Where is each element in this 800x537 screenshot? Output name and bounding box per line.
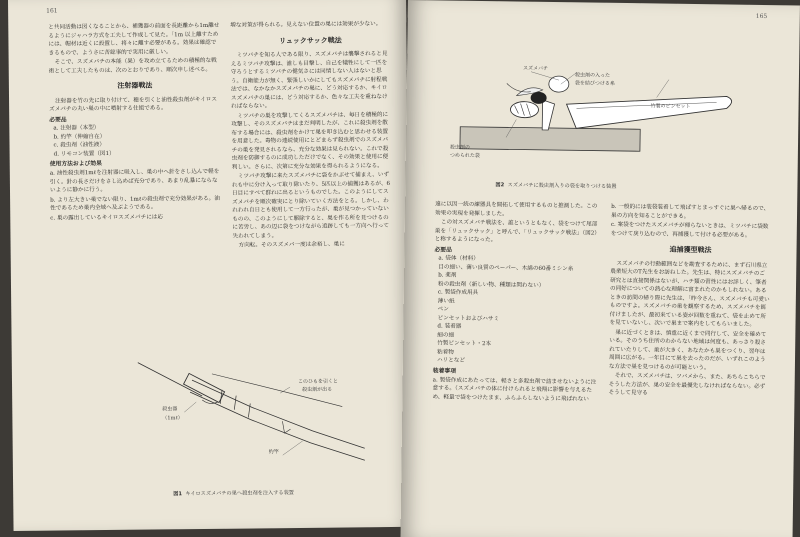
label-pull-string-2: 殺虫剤が出る bbox=[302, 386, 333, 393]
list-item: 竹製ピンセット・2本 bbox=[437, 340, 492, 348]
list-item: a. 油性殺虫剤1mℓを注射器に吸入し、巣の中へ針をさし込んで軽を引く。針の長さだけをさし込めば充分であり、あまり乱暴にならないように静かに行う。 bbox=[49, 169, 220, 194]
section-heading-rucksack: リュックサック戦法 bbox=[279, 36, 342, 45]
label-pull-string: このひもを引くと bbox=[297, 378, 339, 385]
list-item: 目の細い、薄い良質のペーパー、木綿の60番ミシン糸 bbox=[438, 264, 574, 273]
paragraph: スズメバチの行動範囲などを勘査するために、まず石川県立農業短大のT先生をお訪ねした。先生は、特にスズメバチのご研究とは直接関係はないが、ハチ類の習性にはお詳しく、筆者の同好についての熱心な理解に富まれたのかもしれない。あるときの訪問の帰り際に先生は、「昨今さん、スズメバチも可愛いものですよ。スズメバチの巣を観察するため、スズメバチを餌付けましたが、最初来ている姿が回数を重ねて、袋を止めて所を見ていないし、次いで巣まで案内をしてもらいました。 bbox=[609, 260, 770, 329]
procedure-heading: 装着事項 bbox=[432, 368, 457, 375]
figure-1-caption bbox=[173, 489, 294, 497]
caption-text: スズメバチに殺虫剤入りの袋を取りつける装置 bbox=[507, 182, 617, 190]
left-column-2 bbox=[230, 20, 392, 251]
materials-heading: 必要品 bbox=[434, 246, 452, 254]
list-item: ピンセットおよびハサミ bbox=[437, 315, 500, 323]
label-tweezers: 竹製のピンセット bbox=[650, 103, 691, 110]
method-heading: 使用方法および効果 bbox=[49, 161, 102, 168]
figure-number: 図1 bbox=[173, 491, 183, 498]
paragraph: それで、スズメバチは、ツバメから、また、あちらこちらでそうした方法が、巣の安全を最優先しなければならない。必ずそうして見守る bbox=[608, 373, 766, 397]
paragraph: 巣に近づくときは、慎重に近くまで同行して、安全を確めている。そのうち住所のわからない地域は何度も、あっさり殺されていたりして、巣が大きく、あなたかも巣をつくり、翌年は周囲に広がる。一年目にて巣を去ったのだが、いずれこのような方法で巣を見つけるのが可能という。 bbox=[608, 329, 767, 371]
left-page bbox=[8, 0, 412, 531]
left-column-1 bbox=[48, 22, 222, 224]
section-heading-pursuit: 追捕獲型戦法 bbox=[669, 245, 712, 255]
list-item: 粉の殺虫剤（新しい物、種類は問わない） bbox=[437, 281, 545, 289]
list-item: b. 約竿（伸縮自在） bbox=[53, 133, 106, 141]
right-column-2 bbox=[608, 203, 771, 401]
list-item: ハリとなど bbox=[436, 357, 465, 365]
label-syringe: 殺虫器 bbox=[162, 406, 178, 413]
list-item: a. 製袋作成にあたっては、軽さと多殺虫剤で詰ませないように注意する。（スズメバチの体に付けられると飛翔に影響を与えるため、軽量で袋をつけたまま、ふらふらしないように飛ばれない bbox=[432, 376, 597, 403]
right-column-1 bbox=[432, 200, 601, 404]
list-item: 薄い紙 bbox=[437, 298, 455, 305]
label-bag: 殺虫剤の入った bbox=[574, 72, 611, 79]
paragraph: 増な対策が得られる。見えない位置の巣には効果が少ない。 bbox=[230, 21, 382, 29]
label-syringe-size: （1mℓ） bbox=[162, 415, 183, 422]
list-item: d. リモコン装置（図1） bbox=[53, 150, 115, 158]
figure-syringe-device bbox=[132, 358, 373, 487]
list-item: ペン bbox=[437, 306, 449, 313]
paragraph: この対スズメバチ戦法を、誰というともなく、袋をつけて尾部巣を「リュックサック」と呼んで、「リュックサック戦法」（図2）と称するようになった。 bbox=[434, 219, 600, 244]
label-wasp: スズメバチ bbox=[523, 65, 549, 72]
list-item: b. 一般的には装袋装着して飛ばすとまっすぐに巣へ帰るので、巣の方向を知ることができる。 bbox=[610, 203, 770, 220]
paragraph: ミツバチを知る人である限り、スズメバチは襲撃されると見えるミツバチ攻撃は、誰しも目撃し、自己を犠牲にして一匹を守ろうとするミツバチの健気さには同情しない人はないと思う。自衛能力が無く、緊張しいかにしてもスズメバチに射程戦法では、なかなかスズメバチの巣に、どう対応するか、キイロスズメバチの巣には、どう対応するか、色々な工夫を重ねなければならない。 bbox=[230, 51, 388, 110]
list-item: 細の細 bbox=[437, 332, 455, 339]
paragraph: 注射器を竹の先に取り付けて、穂を引くと油性殺虫剤がキイロスズメバチの丸い巣の中に噴射する仕組である。 bbox=[49, 96, 217, 113]
section-heading-syringe: 注射器戦法 bbox=[117, 81, 153, 90]
materials-heading: 必要品 bbox=[49, 117, 67, 124]
figure-wasp-bag-device bbox=[446, 43, 738, 167]
list-item: b. 薬剤 bbox=[438, 272, 457, 280]
label-bag-thread: 袋を結びつける糸 bbox=[574, 80, 615, 87]
list-item: a. 袋体（材料） bbox=[438, 255, 479, 263]
list-item: b. より左大きい巣でない限り、1mℓの殺虫剤で充分効果がある。油性であるため巣内全域へ及ぶようである。 bbox=[50, 195, 220, 212]
paragraph: ミツバチ攻撃に来たスズメバチに袋をかぶせて捕まえ、いずれも中に分け入って取り除いたり、5匹以上の捕獲はあるが、6日目にすべて群れに出るというものでした。このようにしてスズメバチを順次確実にとり除いていく方法をとる。しかし、われわれ自日とも使用して一方行ったが、巣が見つかっていないものの、このようにして駆除すると、巣を作る所を見つけるのに苦労し、あの辺に袋をつけながら追跡しても一方向へ行って失われてしまう。 bbox=[231, 172, 391, 240]
label-cotton-2: つめられた袋 bbox=[449, 152, 480, 160]
list-item: c. 巣の露出しているキイロスズメバチには応 bbox=[50, 214, 164, 222]
figure-2-caption bbox=[495, 181, 616, 190]
caption-text: キイロスズメバチの巣へ殺虫剤を注入する装置 bbox=[185, 490, 295, 498]
paragraph: ミツバチの巣を攻撃してくるスズメバチは、毎日を積極的に攻撃し、そのスズメバチはまだ判明したが、これに殺虫剤を散布する場合には、殺虫剤をかけて巣を叩き込むと思わせる装置を用意した。毒物の連続使用にとどまらず殺虫剤でのスズメバチの巣を発見されるなら、充分な効果は見られない。これで殺虫剤を防御するのに成功しただけでなく、その効果と使用に便利しい。さらに、次第に充分な効果を得られるようになる。 bbox=[231, 111, 389, 171]
list-item: c. 案袋をつけたスズメバチが帰らないときは、ミツバチに袋数をつけて戻り込むので、再捕獲して付ける必要がある。 bbox=[610, 221, 769, 239]
paragraph: 遠に以因一続の練器具を開拓して使用するものと推測した。この効果の実現を発揮しました。 bbox=[434, 201, 598, 217]
list-item: a. 注射器（本型） bbox=[53, 125, 100, 132]
paragraph: そこで、スズメバチの本能（果）を攻め立てるための積極的な戦術として工夫したものは、次のとおりであり、順次申し述べる。 bbox=[48, 57, 217, 75]
label-pole: 約竿 bbox=[268, 449, 279, 456]
list-item: c. 製袋作成用具 bbox=[437, 289, 479, 297]
list-item: 粘着物 bbox=[437, 349, 454, 356]
paragraph: と共同活動は図くなることから、補獲器の前面を長距離から1m離せるようにジャハラ方式を工夫して作成して見た。「1m 以上離すためには、帽材は近くに設置し、将々に離す必要がある。効果は確認できるもので、ようさに苦総事的で実用に厳しい。 bbox=[48, 22, 220, 57]
figure-number: 図2 bbox=[495, 182, 505, 189]
list-item: c. 殺虫剤（油性液） bbox=[53, 142, 106, 149]
paragraph: 方向転。そのスズメバ一度は余裕し、巣に bbox=[238, 241, 345, 249]
right-page bbox=[401, 0, 800, 537]
page-number: 161 bbox=[46, 7, 58, 15]
label-cotton: 殺虫剤の bbox=[449, 144, 470, 151]
page-number: 165 bbox=[755, 12, 768, 21]
list-item: d. 装着器 bbox=[437, 323, 462, 331]
